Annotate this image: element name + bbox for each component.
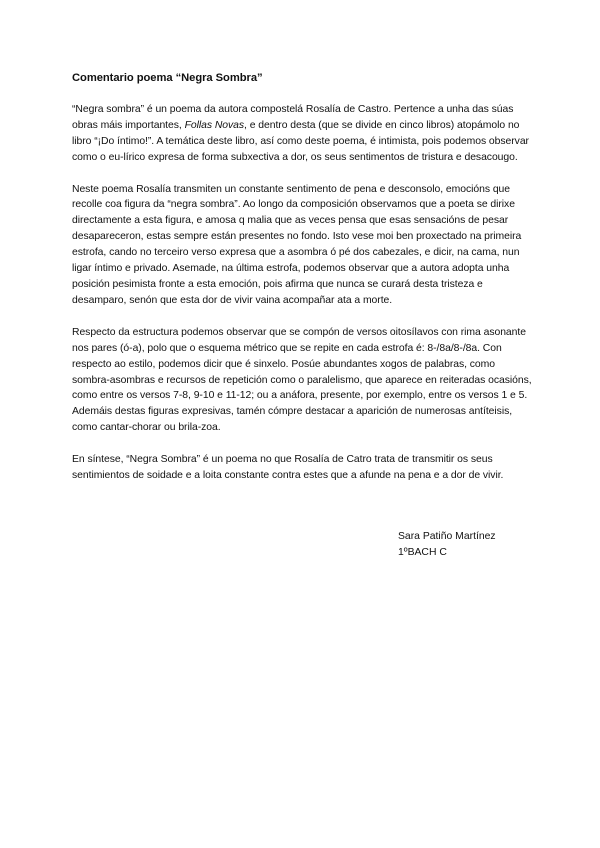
paragraph-theme: Neste poema Rosalía transmiten un constante sentimento de pena e desconsolo, emocións que recolle coa figura da “negra sombra”. Ao longo da composición observamos que a poeta se dirixe directamente a esta figura, e amosa q malia que as veces pensa que esas sensacións de pesar desapareceron, estas sempre están presentes no fondo. Isto vese moi ben proxectado na primeira estrofa, cando no terceiro verso expresa que a asombra ó pé dos cabezales, e dicir, na cama, nun ligar íntimo e privado. Asemade, na última estrofa, podemos observar que a autora adopta unha posición pesimista fronte a esta emoción, pois afirma que nunca se curará desta tristeza e desamparo, senón que esta dor de vivir vaina acompañar ata a morte.: [72, 183, 522, 306]
author-course: 1ºBACH C: [398, 547, 447, 558]
author-name: Sara Patiño Martínez: [398, 531, 496, 542]
document-title: Comentario poema “Negra Sombra”: [72, 72, 263, 84]
paragraph-structure: Respecto da estructura podemos observar que se compón de versos oitosílavos con rima asonante nos pares (ó-a), polo que o esquema métrico que se repite en cada estrofa é: 8-/8a/8-/8a. Con respecto ao estilo, podemos dicir que é sinxelo. Posúe abundantes xogos de palabras, como sombra-asombras e recursos de repetición como o paralelismo, que aparece en reiteradas ocasións, como entre os versos 7-8, 9-10 e 11-12; ou a anáfora, presente, por exemplo, entre os versos 1 e 5. Ademáis destas figuras expresivas, tamén cómpre destacar a aparición de numerosas antíteisis, como cantar-chorar ou brila-zoa.: [72, 326, 532, 434]
book-title-italic: Follas Novas: [184, 119, 245, 131]
document-body: [72, 71, 532, 500]
paragraph-intro-text-end: , e dentro desta (que se divide en cinco libros) atopámolo no libro “¡Do íntimo!”. A temática deste libro, así como deste poema, é intimista, pois podemos observar como o eu-lírico expresa de forma subxectiva a dor, os seus sentimentos de tristura e desacougo.: [72, 119, 529, 163]
paragraph-intro-text-start: “Negra sombra” é un poema da autora compostelá Rosalía de Castro. Pertence a unha das súas obras máis importantes,: [72, 103, 514, 131]
signature-block: [398, 529, 496, 561]
paragraph-intro: [72, 102, 532, 166]
paragraph-conclusion: En síntese, “Negra Sombra” é un poema no que Rosalía de Catro trata de transmitir os seus sentimientos de soidade e a loita constante contra estes que a afunde na pena e a dor de vivir.: [72, 454, 504, 482]
